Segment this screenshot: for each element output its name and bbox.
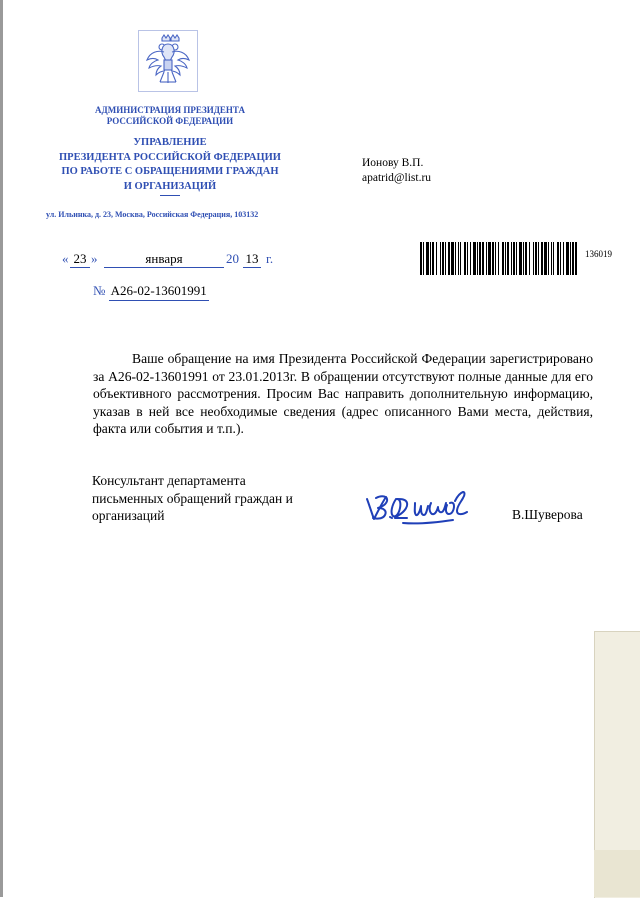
signer-line-2: письменных обращений граждан и <box>92 490 293 506</box>
barcode-bar <box>442 242 444 275</box>
barcode-bar <box>523 242 524 275</box>
barcode-bar <box>535 242 537 275</box>
barcode-bar <box>544 242 547 275</box>
barcode-bar <box>460 242 461 275</box>
barcode-bar <box>502 242 504 275</box>
page-left-edge <box>0 0 3 897</box>
barcode-bar <box>426 242 429 275</box>
barcode-bar <box>511 242 512 275</box>
letter-body: Ваше обращение на имя Президента Российской Федерации зарегистрировано за А26-02-13601991 от 23.01.2013г. В обращении отсутствуют полные данные для его объективного рассмотрения. Просим Вас направить дополнительную информацию, указав в ней все необходимые сведения (адрес описанного Вами места, действия, факта или события и т.п.). <box>93 351 593 436</box>
barcode-bar <box>464 242 466 275</box>
letterhead-divider <box>160 195 180 196</box>
barcode-bar <box>498 242 499 275</box>
date-year: 13 <box>243 251 261 268</box>
date-month: января <box>104 251 224 268</box>
barcode-bar <box>519 242 522 275</box>
number-value: А26-02-13601991 <box>109 283 209 301</box>
barcode-bar <box>560 242 561 275</box>
recipient-email: apatrid@list.ru <box>362 172 432 184</box>
barcode-bar <box>445 242 446 275</box>
date-open-quote: « <box>62 251 69 266</box>
barcode-bar <box>482 242 484 275</box>
barcode-bar <box>572 242 574 275</box>
barcode-bar <box>575 242 577 275</box>
signer-line-1: Консультант департамента <box>92 473 246 488</box>
barcode-bar <box>440 242 441 275</box>
barcode-bar <box>455 242 456 275</box>
org-address: ул. Ильинка, д. 23, Москва, Российская Федерация, 103132 <box>46 210 259 219</box>
barcode-bar <box>458 242 459 275</box>
signer-position <box>92 472 293 525</box>
date-close-quote: » <box>91 251 98 266</box>
coat-of-arms-emblem <box>138 30 198 92</box>
signer-line-3: организаций <box>92 508 165 523</box>
date-suffix: г. <box>266 251 274 266</box>
barcode-bar <box>420 242 422 275</box>
barcode-number: 136019 <box>585 249 612 259</box>
barcode-bar <box>566 242 569 275</box>
barcode-bar <box>436 242 437 275</box>
barcode-bar <box>570 242 571 275</box>
barcode-bar <box>492 242 494 275</box>
dept-line-4: И ОРГАНИЗАЦИЙ <box>123 180 217 192</box>
org-line-1: АДМИНИСТРАЦИЯ ПРЕЗИДЕНТА <box>95 105 245 115</box>
barcode-bar <box>553 242 554 275</box>
signer-name: В.Шуверова <box>512 507 583 522</box>
barcode-bar <box>423 242 424 275</box>
viewer-side-panel-strip <box>594 850 640 897</box>
barcode <box>420 242 577 275</box>
document-number <box>93 283 209 301</box>
barcode-bar <box>430 242 431 275</box>
barcode-bar <box>507 242 509 275</box>
date-day: 23 <box>70 251 90 268</box>
handwritten-signature <box>363 487 469 527</box>
barcode-bar <box>448 242 450 275</box>
barcode-bar <box>467 242 468 275</box>
barcode-bar <box>533 242 534 275</box>
barcode-bar <box>473 242 476 275</box>
barcode-bar <box>505 242 506 275</box>
org-department <box>40 136 300 194</box>
barcode-bar <box>479 242 481 275</box>
barcode-bar <box>525 242 527 275</box>
date-century: 20 <box>226 251 239 266</box>
barcode-bar <box>486 242 487 275</box>
barcode-bar <box>557 242 559 275</box>
barcode-bar <box>477 242 478 275</box>
barcode-bar <box>513 242 515 275</box>
barcode-bar <box>488 242 491 275</box>
barcode-bar <box>516 242 517 275</box>
barcode-bar <box>541 242 543 275</box>
barcode-bar <box>451 242 454 275</box>
barcode-bar <box>432 242 434 275</box>
dept-line-1: УПРАВЛЕНИЕ <box>133 137 207 148</box>
recipient-name: Ионову В.П. <box>362 157 424 169</box>
barcode-bar <box>529 242 530 275</box>
barcode-bar <box>548 242 549 275</box>
barcode-bar <box>538 242 539 275</box>
barcode-bar <box>495 242 496 275</box>
org-administration <box>60 105 280 127</box>
barcode-bar <box>470 242 471 275</box>
dept-line-3: ПО РАБОТЕ С ОБРАЩЕНИЯМИ ГРАЖДАН <box>61 166 279 177</box>
org-line-2: РОССИЙСКОЙ ФЕДЕРАЦИИ <box>106 116 234 126</box>
barcode-bar <box>551 242 552 275</box>
number-sign: № <box>93 283 106 298</box>
barcode-bar <box>563 242 564 275</box>
recipient-block <box>362 156 431 186</box>
dept-line-2: ПРЕЗИДЕНТА РОССИЙСКОЙ ФЕДЕРАЦИИ <box>59 151 281 163</box>
